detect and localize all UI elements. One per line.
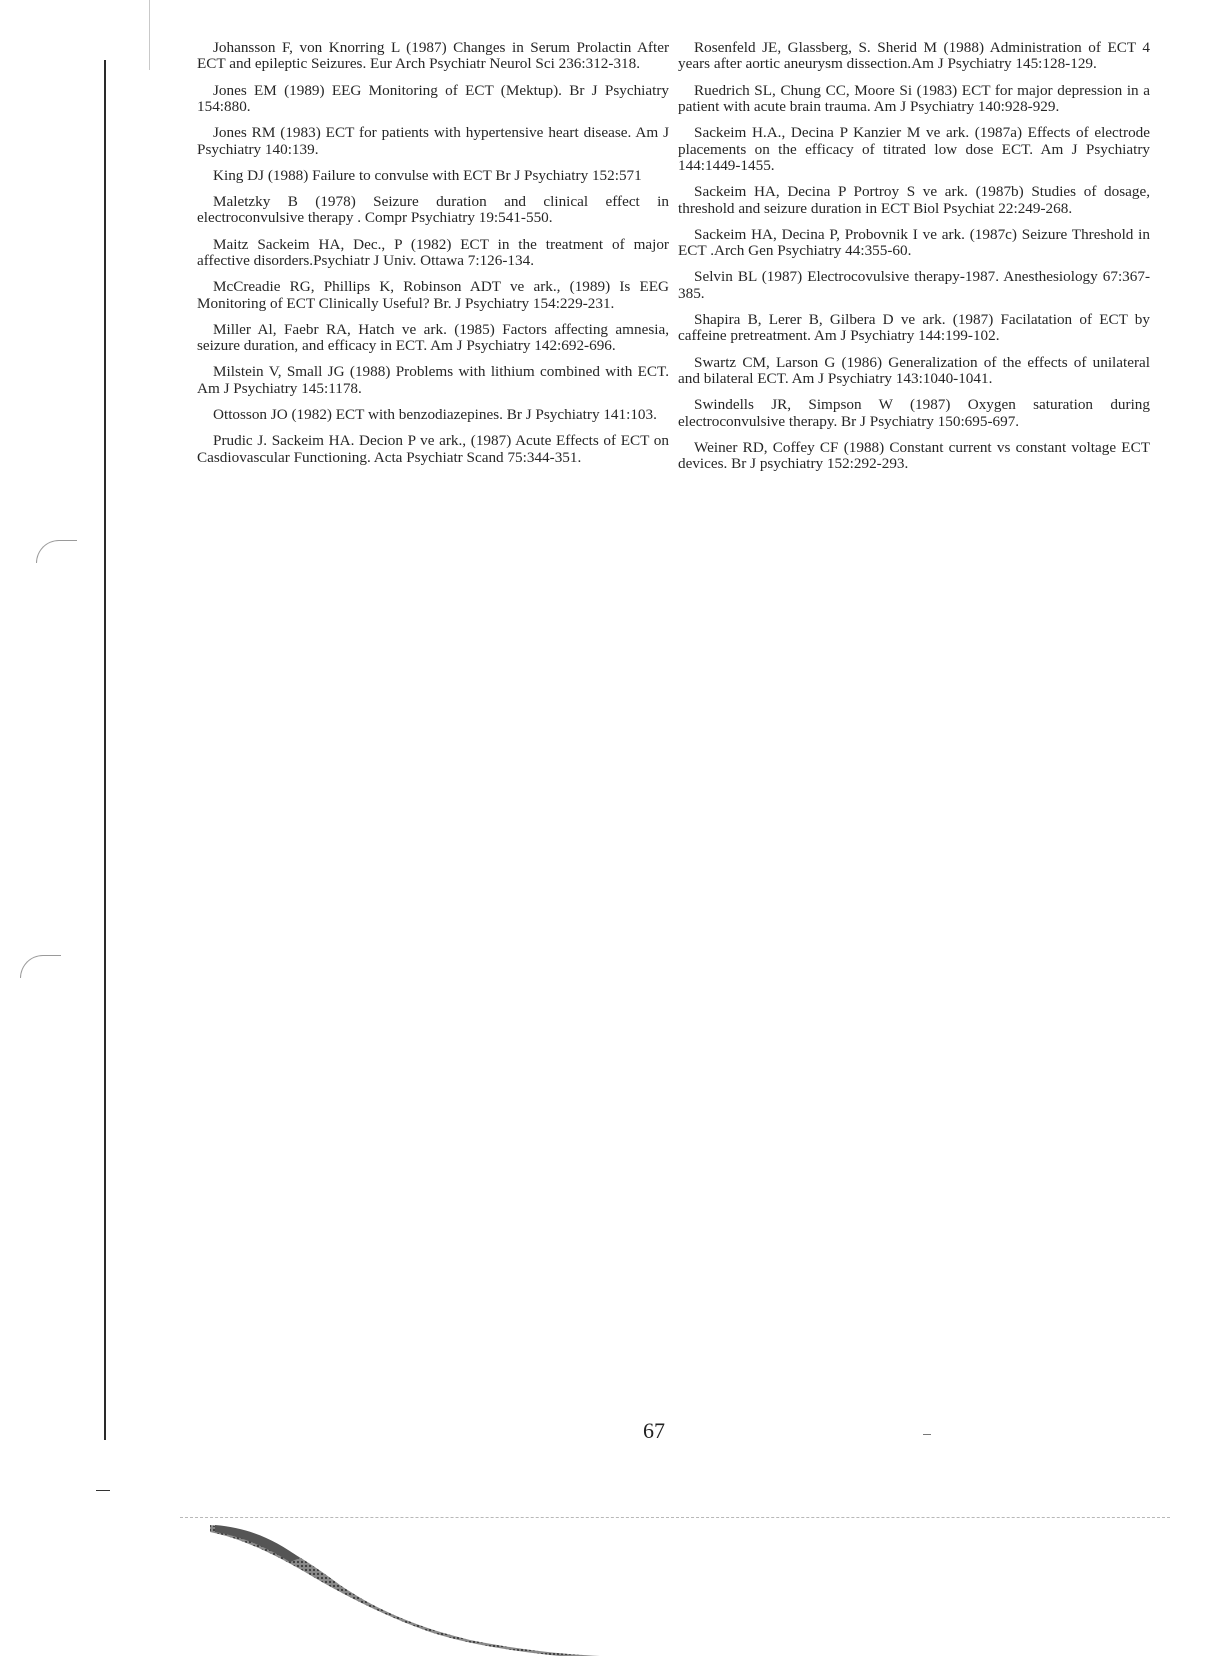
reference-entry: Sackeim HA, Decina P Portroy S ve ark. (1987b) Studies of dosage, threshold and seizure duration in ECT Biol Psychiat 22:249-268. <box>678 183 1150 217</box>
reference-entry: Swartz CM, Larson G (1986) Generalization of the effects of unilateral and bilateral ECT. Am J Psychiatry 143:1040-1041. <box>678 353 1150 388</box>
reference-entry: Maitz Sackeim HA, Dec., P (1982) ECT in the treatment of major affective disorders.Psychiatr J Univ. Ottawa 7:126-134. <box>197 235 669 270</box>
reference-entry: Ottosson JO (1982) ECT with benzodiazepines. Br J Psychiatry 141:103. <box>213 406 657 424</box>
reference-entry: Milstein V, Small JG (1988) Problems with lithium combined with ECT. Am J Psychiatry 145:1178. <box>197 363 669 397</box>
reference-entry: Weiner RD, Coffey CF (1988) Constant current vs constant voltage ECT devices. Br J psychiatry 152:292-293. <box>678 438 1150 473</box>
reference-entry: Maletzky B (1978) Seizure duration and clinical effect in electroconvulsive therapy . Compr Psychiatry 19:541-550. <box>197 193 669 227</box>
reference-entry: Shapira B, Lerer B, Gilbera D ve ark. (1987) Facilatation of ECT by caffeine pretreatment. Am J Psychiatry 144:199-102. <box>678 311 1150 345</box>
reference-entry: Rosenfeld JE, Glassberg, S. Sherid M (1988) Administration of ECT 4 years after aortic aneurysm dissection.Am J Psychiatry 145:128-129. <box>678 39 1150 73</box>
reference-entry: Swindells JR, Simpson W (1987) Oxygen saturation during electroconvulsive therapy. Br J Psychiatry 150:695-697. <box>678 396 1150 430</box>
reference-entry: McCreadie RG, Phillips K, Robinson ADT ve ark., (1989) Is EEG Monitoring of ECT Clinically Useful? Br. J Psychiatry 154:229-231. <box>197 278 669 312</box>
reference-entry: King DJ (1988) Failure to convulse with ECT Br J Psychiatry 152:571 <box>213 166 642 184</box>
reference-entry: Sackeim H.A., Decina P Kanzier M ve ark. (1987a) Effects of electrode placements on the efficacy of titrated low dose ECT. Am J Psychiatry 144:1449-1455. <box>678 124 1150 175</box>
reference-entry: Sackeim HA, Decina P, Probovnik I ve ark. (1987c) Seizure Threshold in ECT .Arch Gen Psychiatry 44:355-60. <box>678 225 1150 260</box>
reference-entry: Johansson F, von Knorring L (1987) Changes in Serum Prolactin After ECT and epileptic Seizures. Eur Arch Psychiatr Neurol Sci 236:312-318. <box>197 39 669 73</box>
page-number: 67 <box>643 1418 665 1443</box>
reference-entry: Prudic J. Sackeim HA. Decion P ve ark., (1987) Acute Effects of ECT on Casdiovascular Functioning. Acta Psychiatr Scand 75:344-351. <box>197 432 669 466</box>
reference-entry: Jones EM (1989) EEG Monitoring of ECT (Mektup). Br J Psychiatry 154:880. <box>197 81 669 116</box>
reference-entry: Selvin BL (1987) Electrocovulsive therapy-1987. Anesthesiology 67:367-385. <box>678 268 1150 302</box>
reference-entry: Jones RM (1983) ECT for patients with hypertensive heart disease. Am J Psychiatry 140:139. <box>197 124 669 158</box>
reference-entry: Miller Al, Faebr RA, Hatch ve ark. (1985) Factors affecting amnesia, seizure duration, and efficacy in ECT. Am J Psychiatry 142:692-696. <box>197 320 669 355</box>
reference-entry: Ruedrich SL, Chung CC, Moore Si (1983) ECT for major depression in a patient with acute brain trauma. Am J Psychiatry 140:928-929. <box>678 81 1150 116</box>
